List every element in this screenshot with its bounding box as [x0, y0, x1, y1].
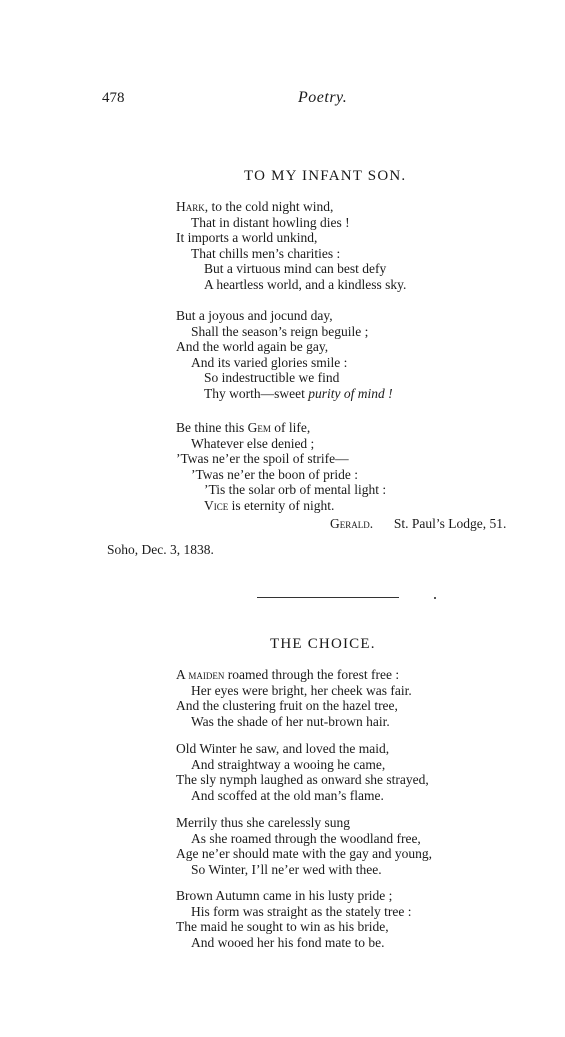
line-text: roamed through the forest free : [224, 667, 400, 682]
poem-line: ’Twas ne’er the spoil of strife— [176, 451, 349, 466]
italic-phrase: purity of mind ! [308, 385, 393, 401]
poem-line: Merrily thus she carelessly sung [176, 815, 350, 830]
line-text: of life, [270, 420, 311, 435]
poem-line: Old Winter he saw, and loved the maid, [176, 741, 390, 756]
poem-line [176, 420, 386, 436]
drop-word: Hark [176, 199, 205, 214]
running-head: Poetry. [298, 89, 348, 106]
ink-speck [434, 597, 436, 599]
line-text: A [176, 667, 189, 682]
poem-line [176, 498, 386, 514]
poem-line [176, 667, 412, 683]
dateline: Soho, Dec. 3, 1838. [107, 542, 214, 557]
stanza [176, 815, 432, 877]
line-text: Be thine this [176, 420, 248, 435]
poem-line: A heartless world, and a kindless sky. [204, 276, 407, 292]
poem-line: And its varied glories smile : [191, 354, 348, 370]
poem-line [176, 199, 406, 215]
poem-line: Her eyes were bright, her cheek was fair. [191, 682, 412, 698]
line-text: is eternity of night. [228, 497, 335, 513]
drop-word: Vice [204, 497, 229, 513]
drop-word: maiden [188, 667, 225, 682]
poem-line: The sly nymph laughed as onward she strayed, [176, 772, 429, 787]
poem-line: So Winter, I’ll ne’er wed with thee. [191, 861, 382, 877]
page-number: 478 [102, 90, 125, 106]
poem-title: THE CHOICE. [270, 636, 376, 652]
poem-line: His form was straight as the stately tree : [191, 903, 412, 919]
poem-line: But a virtuous mind can best defy [204, 261, 387, 276]
poem-line: That in distant howling dies ! [191, 214, 350, 230]
poem-line: And scoffed at the old man’s flame. [191, 787, 384, 803]
poem-line: The maid he sought to win as his bride, [176, 919, 389, 934]
poem-line: Brown Autumn came in his lusty pride ; [176, 888, 393, 903]
stanza [176, 888, 411, 950]
stanza [176, 308, 393, 401]
poem-line: That chills men’s charities : [191, 245, 341, 261]
stanza [176, 199, 406, 292]
poem-line: Shall the season’s reign beguile ; [191, 323, 369, 339]
poem-line: As she roamed through the woodland free, [191, 830, 421, 846]
poem-line: Age ne’er should mate with the gay and young, [176, 846, 433, 861]
signature [330, 516, 506, 532]
poem-line: Was the shade of her nut-brown hair. [191, 713, 390, 729]
line-text: , to the cold night wind, [204, 199, 334, 214]
poem-line: And the clustering fruit on the hazel tree, [176, 698, 398, 713]
poem-line: ’Twas ne’er the boon of pride : [191, 466, 358, 482]
poem-line: It imports a world unkind, [176, 230, 318, 245]
poem-line [176, 386, 393, 402]
poem-line: ’Tis the solar orb of mental light : [204, 482, 387, 497]
section-divider [257, 597, 399, 598]
poem-title: TO MY INFANT SON. [244, 168, 407, 184]
stanza [176, 741, 429, 803]
poem-line: And wooed her his fond mate to be. [191, 934, 385, 950]
poem-line: So indestructible we find [204, 370, 340, 385]
author-address: St. Paul’s Lodge, 51. [393, 516, 507, 531]
line-text: Thy worth—sweet [204, 385, 309, 401]
author-name: Gerald. [330, 516, 374, 531]
stanza [176, 420, 386, 513]
poem-line: But a joyous and jocund day, [176, 308, 333, 323]
poem-line: Whatever else denied ; [191, 435, 315, 451]
poem-line: And straightway a wooing he came, [191, 756, 386, 772]
drop-word: Gem [247, 420, 271, 435]
stanza [176, 667, 412, 729]
poem-line: And the world again be gay, [176, 339, 329, 354]
